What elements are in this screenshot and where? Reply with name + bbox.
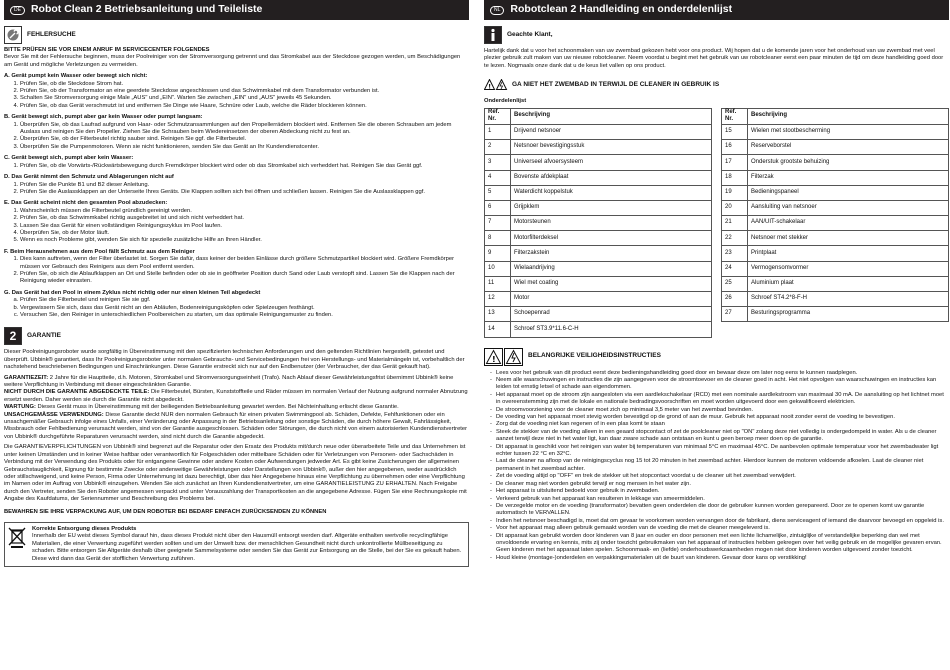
list-item: 3. Lassen Sie das Gerät für einen vollständigen Reinigungszyklus im Pool laufen.: [20, 223, 469, 230]
right-page-title: Robotclean 2 Handleiding en onderdelenlijst: [510, 3, 733, 16]
col-header-ref: Ref. Nr.: [485, 108, 511, 124]
table-row: [485, 140, 712, 155]
part-description: Printplaat: [748, 246, 949, 261]
list-item: 3. Schalten Sie Stromversorgung einige Male „AUS" und „EIN". Warten Sie zwischen „EIN" und „AUS" jeweils 45 Sekunden.: [20, 95, 469, 102]
table-row: [485, 216, 712, 231]
part-description: Grijpklem: [511, 200, 712, 215]
list-item: - Houd kleine (montage-)onderdelen en verpakkingsmaterialen uit de buurt van kinderen. Gevaar door kans op verstikking!: [490, 555, 949, 562]
list-item: 1. Prüfen Sie, ob die Vorwärts-/Rückwärtsbewegung durch Fremdkörper blockiert wird oder ob das Stromkabel sich verheddert hat. Reinigen Sie das Gerät ggf.: [20, 163, 469, 170]
list-item: - Verkeerd gebruik van het apparaat kan resulteren in lekkage van smeermiddelen.: [490, 496, 949, 503]
parts-tables: [484, 108, 949, 338]
part-ref: 3: [485, 155, 511, 170]
table-row: [485, 124, 712, 139]
list-item: - Dit apparaat kan gebruikt worden door kinderen van 8 jaar en ouder en door personen met een lichte lichamelijke, zintuiglijke of verstandelijke beperking dan wel met onvoldoende ervaring en kennis, mits zij onder toezicht gebruikmaken van het apparaat of instructies hebben gekregen over het veilig gebruik en de mogelijke gevaren ervan. Geen kinderen met het apparaat laten spelen. Schoonmaak- en (liefde) onderhoudswerkzaamheden mogen niet door kinderen worden uitgevoerd zonder toezicht.: [490, 533, 949, 555]
left-header-bar: [4, 0, 469, 20]
list-item: 2. Prüfen Sie, ob der Transformator an eine geerdete Steckdose angeschlossen und das Schwimmkabel mit dem Transformator verbunden ist.: [20, 88, 469, 95]
part-description: Universeel afvoersysteem: [511, 155, 712, 170]
right-header-bar: [484, 0, 949, 20]
list-item: - Het apparaat is uitsluitend bedoeld voor gebruik in zwembaden.: [490, 488, 949, 495]
table-row: [485, 231, 712, 246]
part-description: Filterzak: [748, 170, 949, 185]
table-row: [722, 292, 949, 307]
fault-f: [4, 249, 469, 286]
warranty-body: [4, 349, 469, 516]
part-ref: 24: [722, 261, 748, 276]
fault-d-title: D. Das Gerät nimmt den Schmutz und Ablagerungen nicht auf: [4, 174, 174, 181]
fault-e: [4, 200, 469, 244]
list-item: - Zorg dat de voeding niet kan regenen of in een plas komt te staan: [490, 421, 949, 428]
part-ref: 15: [722, 124, 748, 139]
greeting-row: [484, 26, 949, 44]
parts-list-label: Onderdelenlijst: [484, 98, 527, 105]
part-description: Bedieningspaneel: [748, 185, 949, 200]
part-description: Wielaandrijving: [511, 261, 712, 276]
list-item: 1. Prüfen Sie, ob die Steckdose Strom hat.: [20, 81, 469, 88]
list-item: b. Vergewissern Sie sich, dass das Gerät nicht an den Abläufen, Bodenreinigungsköpfen oder Spielzeugen festhängt.: [20, 305, 469, 312]
list-item: 2. Prüfen Sie die Auslassklappen an der Unterseite Ihres Geräts. Die Klappen sollten sich frei öffnen und schließen lassen. Reinigen Sie die Auslassklappen ggf.: [20, 189, 469, 196]
table-row: [722, 216, 949, 231]
troubleshooting-intro: Bevor Sie mit der Fehlersuche beginnen, muss der Poolreiniger von der Stromversorgung getrennt und das Stromkabel aus der Steckdose gezogen werden, um Beschädigungen am Gerät und mögliche Verletzungen zu vermeiden.: [4, 54, 461, 68]
fault-c: [4, 155, 469, 170]
part-ref: 19: [722, 185, 748, 200]
part-ref: 13: [485, 307, 511, 322]
table-row: [485, 261, 712, 276]
part-description: Wielen met stootbescherming: [748, 124, 949, 139]
parts-table-right: [721, 108, 949, 323]
part-ref: 20: [722, 200, 748, 215]
table-row: [485, 322, 712, 337]
fault-e-title: E. Das Gerät scheint nicht den gesamten Pool abzudecken:: [4, 200, 168, 207]
fault-g-title: G. Das Gerät hat den Pool in einem Zyklus nicht richtig oder nur einen kleinen Teil abgedeckt: [4, 289, 261, 296]
part-ref: 22: [722, 231, 748, 246]
part-description: AAN/UIT-schakelaar: [748, 216, 949, 231]
table-row: [722, 140, 949, 155]
part-description: Motor: [511, 292, 712, 307]
list-item: - De cleaner mag niet worden gebruikt terwijl er nog mensen in het water zijn.: [490, 481, 949, 488]
list-item: - Laat de cleaner na afloop van de reinigingscyclus nog 15 tot 20 minuten in het zwembad achter. Hierdoor kunnen de motoren voldoende afkoelen. Laat de cleaner niet permanent in het zwembad achter.: [490, 458, 949, 473]
list-item: - Lees voor het gebruik van dit product eerst deze bedieningshandleiding goed door en bewaar deze om later nog eens te kunnen raadplegen.: [490, 370, 949, 377]
list-item: - Dit apparaat is geschikt voor het reinigen van water bij temperaturen van minimaal 5°C en maximaal 45°C. De aanbevolen optimale temperatuur voor het zwembadwater ligt echter tussen 22 °C en 32°C.: [490, 444, 949, 459]
list-item: 5. Wenn es noch Probleme gibt, wenden Sie sich für spezielle zusätzliche Hilfe an Ihren Händler.: [20, 237, 469, 244]
list-item: - De stroomvoorziening voor de cleaner moet zich op minimaal 3,5 meter van het zwembad bevinden.: [490, 407, 949, 414]
list-item: 2. Überprüfen Sie, ob der Filterbeutel richtig sauber sind. Reinigen Sie ggf. die Filterbeutel.: [20, 136, 469, 143]
table-row: [722, 261, 949, 276]
safety-title: BELANGRIJKE VEILIGHEIDSINSTRUCTIES: [528, 352, 661, 360]
part-description: Aansluiting van netsnoer: [748, 200, 949, 215]
warranty-title: GARANTIE: [27, 332, 61, 340]
part-description: Waterdicht koppelstuk: [511, 185, 712, 200]
warranty-excluded-parts: NICHT DURCH DIE GARANTIE ABGEDECKTE TEILE: Die Filterbeutel, Bürsten, Kunststoffteile und Räder müssen im normalen Verlauf der Nutzung aufgrund normaler Abnutzung ersetzt werden. Daher werden sie durch die Garantie nicht abgedeckt.: [4, 389, 468, 403]
col-header-desc: Beschrijving: [748, 108, 949, 124]
table-row: [485, 200, 712, 215]
language-badge-de: DE: [10, 6, 25, 15]
part-ref: 10: [485, 261, 511, 276]
greeting: Geachte Klant,: [507, 30, 553, 38]
table-row: [485, 185, 712, 200]
part-ref: 4: [485, 170, 511, 185]
part-description: Motorfilterdeksel: [511, 231, 712, 246]
fault-f-title: F. Beim Herausnehmen aus dem Pool fällt Schmutz aus dem Reiniger: [4, 248, 195, 255]
list-item: - De voeding van het apparaat moet stevig worden bevestigd op de grond of aan de muur. Gebruik het apparaat nooit zonder eerst de voeding te bevestigen.: [490, 414, 949, 421]
safety-list: [484, 370, 949, 563]
info-icon: [484, 26, 502, 44]
warranty-intro: Dieser Poolreinigungsroboter wurde sorgfältig in Übereinstimmung mit den spezifizierten technischen Anforderungen und den geltenden Richtlinien hergestellt, getestet und überprüft. Ubbink® garantiert, dass Ihr Poolreinigungsroboter unter normalen Gebrauchs- und Servicebedingungen frei von Herstellungs- und Materialmängeln ist, vorbehaltlich der nachstehend beschriebenen Bedingungen und Einschränkungen. Diese Garantie erstreckt sich nur auf den Endbenutzer (der Verbraucher, der das Gerät gekauft hat).: [4, 349, 465, 371]
list-item: - Zet de voeding altijd op "OFF" en trek de stekker uit het stopcontact voordat u de cleaner uit het zwembad verwijdert.: [490, 473, 949, 480]
warning-icons: [484, 79, 508, 90]
language-badge-nl: NL: [490, 6, 504, 15]
col-header-ref: Ref. Nr.: [722, 108, 748, 124]
fault-g: [4, 290, 469, 320]
table-row: [722, 246, 949, 261]
list-item: c. Versuchen Sie, den Reiniger in unterschiedlichen Poolbereichen zu starten, um das optimale Reinigungsmuster zu finden.: [20, 312, 469, 319]
list-item: - Neem alle waarschuwingen en instructies die zijn aangegeven voor de stroomtoevoer en de cleaner goed in acht. Het niet opvolgen van waarschuwingen en instructies kan leiden tot ernstig letsel of schade aan eigendommen.: [490, 377, 949, 392]
part-description: Schroef ST3.9*11.6-C-H: [511, 322, 712, 337]
table-row: [722, 307, 949, 322]
troubleshooting-subheading: BITTE PRÜFEN SIE VOR EINEM ANRUF IM SERVICECENTER FOLGENDES: [4, 47, 210, 53]
part-description: Netsnoer met stekker: [748, 231, 949, 246]
table-header-row: [722, 108, 949, 124]
svg-text:!: !: [492, 354, 496, 364]
left-page-title: Robot Clean 2 Betriebsanleitung und Teileliste: [30, 3, 263, 16]
list-item: 1. Überprüfen Sie, ob das Laufrad aufgrund von Haar- oder Schmutzansammlungen auf den Propellerrädern blockiert wird. Entfernen Sie die oberen Schrauben am jedem Auslass und reinigen Sie den Propeller. Ziehen Sie die Schrauben beim Wiedereinsetzen der oberen Abdeckung nicht zu fest an.: [20, 122, 469, 137]
part-description: Vermogensomvormer: [748, 261, 949, 276]
table-row: [722, 231, 949, 246]
section-number-icon: 2: [4, 327, 22, 345]
table-row: [722, 185, 949, 200]
warranty-period: GARANTIEZEIT: 2 Jahre für die Hauptteile, d.h. Motoren, Stromkabel und Stromversorgungseinheit (Trafo). Nach Ablauf dieser Gewährleistungsfrist übernimmt Ubbink® keine weitere Verpflichtung in Verbindung mit dieser eingeschränkten Garantie.: [4, 374, 454, 389]
keep-packaging-note: BEWAHREN SIE IHRE VERPACKUNG AUF, UM DEN ROBOTER BEI BEDARF EINFACH ZURÜCKSENDEN ZU KÖNNEN: [4, 508, 327, 515]
warning-icons: [484, 348, 524, 366]
table-row: [485, 170, 712, 185]
part-ref: 8: [485, 231, 511, 246]
part-description: Drijvend netsnoer: [511, 124, 712, 139]
table-row: [485, 292, 712, 307]
part-ref: 27: [722, 307, 748, 322]
part-ref: 1: [485, 124, 511, 139]
table-row: [722, 155, 949, 170]
col-header-desc: Beschrijving: [511, 108, 712, 124]
table-row: [485, 246, 712, 261]
fault-c-title: C. Gerät bewegt sich, pumpt aber kein Wasser:: [4, 155, 134, 162]
part-ref: 17: [722, 155, 748, 170]
left-page: [4, 0, 469, 670]
list-item: 2. Prüfen Sie, ob sich die Ablaufklappen an Ort und Stelle befinden oder ob sie in geöffneter Position durch Sand oder Laub verstopft sind. Lassen Sie die Klappen nach der Reinigung wieder einrasten.: [20, 271, 469, 286]
list-item: - Indien het netsnoer beschadigd is, moet dat om gevaar te voorkomen worden vervangen door de fabrikant, diens serviceagent of iemand die daarvoor bevoegd en opgeleid is.: [490, 518, 949, 525]
part-description: Aluminium plaat: [748, 276, 949, 291]
list-item: 1. Dies kann auftreten, wenn der Filter überlastet ist. Sorgen Sie dafür, dass keiner der beiden Einlässe durch größere Schmutzpartikel blockiert wird. Größere Fremdkörper müssen vor Gebrauch des Reinigers aus dem Pool entfernt werden.: [20, 256, 469, 271]
part-description: Motorsteunen: [511, 216, 712, 231]
table-row: [722, 200, 949, 215]
list-item: 2. Prüfen Sie, ob das Schwimmkabel richtig ausgebreitet ist und sich nicht verheddert hat.: [20, 215, 469, 222]
part-ref: 9: [485, 246, 511, 261]
fault-b-title: B. Gerät bewegt sich, pumpt aber gar kein Wasser oder pumpt langsam:: [4, 114, 203, 121]
part-description: Schoepenrad: [511, 307, 712, 322]
part-ref: 25: [722, 276, 748, 291]
table-row: [485, 307, 712, 322]
wrench-icon: [4, 26, 22, 44]
part-ref: 26: [722, 292, 748, 307]
part-ref: 6: [485, 200, 511, 215]
list-item: - Het apparaat moet op de stroom zijn aangesloten via een aardlekschakelaar (RCD) met een nominale aardlekstroom van maximaal 30 mA. De aansluiting op het lichtnet moet in overeenstemming zijn met de lokale en nationale bedradingsvoorschriften en moet worden uitgevoerd door een gekwalificeerd elektricien.: [490, 392, 949, 407]
crossed-bin-icon: [8, 526, 26, 563]
table-row: [722, 170, 949, 185]
pool-warning-row: [484, 79, 949, 90]
disposal-box: [4, 522, 469, 567]
list-item: 1. Prüfen Sie die Punkte B1 und B2 dieser Anleitung.: [20, 182, 469, 189]
part-description: Besturingsprogramma: [748, 307, 949, 322]
list-item: - Voor het apparaat mag alleen gebruik gemaakt worden van de voeding die met de cleaner meegeleverd is.: [490, 525, 949, 532]
warranty-obligations: Die GARANTIEVERPFLICHTUNGEN von Ubbink® sind begrenzt auf die Reparatur oder den Ersatz des Produkts mit/durch neue oder überarbeitete Teile und das Unternehmen ist unter keinen Umständen und in keiner Weise haftbar oder verantwortlich für Folgeschäden oder mittelbare Schäden oder für Verletzungen von Personen- oder Sachschäden in Verbindung mit der Verwendung des Produkts oder für entgangene Gewinne oder andere Kosten oder Aufwendungen jedweder Art. Es gibt keine Zusicherungen der allgemeinen Gebrauchstauglichkeit, Eignung für bestimmte Zwecke oder anderweitige Gewährleistungen oder Darstellungen von Ubbink®, außer den hier angegebenen, weder ausdrücklich oder stillschweigend, und keine Person, Firma oder Unternehmung ist dazu berechtigt, über das hier Angegebene hinaus eine Verpflichtung zu übernehmen oder eine Verpflichtung im Namen oder im Auftrag von Ubbink® einzugehen. Wenden Sie sich zunächst an Ihren Kundendienstvertreter, um eine GARANTIELEISTUNG ZU ERHALTEN. Nach Freigabe durch den Vertreter, senden Sie den Roboter angemessen verpackt und unter Vorauszahlung der Transportkosten an die angegebene Adresse. Fügen Sie eine Rechnungskopie mit Angabe des Kaufdatums, der Seriennummer und Beschreibung des Problems bei.: [4, 444, 467, 503]
list-item: - Steek de stekker van de voeding alleen in een geaard stopcontact of zet de poolcleaner niet op "ON" zolang deze niet volledig is ondergedompeld in water. Als u de cleaner aanzet terwijl deze niet in het water ligt, kan daar zware schade aan ontstaan en kunt u geen beroep meer doen op de garantie.: [490, 429, 949, 444]
fault-d: [4, 174, 469, 196]
part-description: Netsnoer bevestigingsstuk: [511, 140, 712, 155]
warranty-maintenance: WARTUNG: Dieses Gerät muss in Übereinstimmung mit der beiliegenden Betriebsanleitung gewartet werden. Bei Nichteinhaltung erlischt diese Garantie.: [4, 404, 399, 411]
part-ref: 23: [722, 246, 748, 261]
table-row: [485, 155, 712, 170]
part-ref: 21: [722, 216, 748, 231]
list-item: 3. Überprüfen Sie die Pumpenmotoren. Wenn sie nicht funktionieren, senden Sie das Gerät an Ihr Kundendienstcenter.: [20, 144, 469, 151]
intro-text: Hartelijk dank dat u voor het schoonmaken van uw zwembad gekozen hebt voor ons product. Wij hopen dat u de komende jaren voor het onderhoud van uw zwembad met veel plezier gebruik zult maken van uw nieuwe robotcleaner. Neem voordat u begint met het gebruik van uw robotcleaner eerst een paar minuten de tijd om deze handleiding goed door te lezen. Nogmaals onze dank dat u de keus liet vallen op ons product.: [484, 48, 944, 69]
table-row: [722, 276, 949, 291]
list-item: 4. Prüfen Sie, ob das Gerät verschmutzt ist und entfernen Sie Dinge wie Haare, Schnüre oder Laub, welche die Räder blockieren können.: [20, 103, 469, 110]
part-ref: 18: [722, 170, 748, 185]
right-page: [484, 0, 949, 670]
part-ref: 16: [722, 140, 748, 155]
table-row: [485, 276, 712, 291]
warranty-heading-row: [4, 327, 469, 345]
part-description: Onderstuk grootste behuizing: [748, 155, 949, 170]
part-description: Filterzakstein: [511, 246, 712, 261]
disposal-title: Korrekte Entsorgung dieses Produkts: [32, 525, 137, 532]
part-description: Reserveborstel: [748, 140, 949, 155]
troubleshooting-title: FEHLERSUCHE: [27, 30, 76, 38]
svg-text:!: !: [488, 83, 492, 91]
troubleshooting-heading-row: [4, 26, 469, 44]
warranty-misuse: UNSACHGEMÄSSE VERWENDUNG: Diese Garantie deckt NUR den normalen Gebrauch für einen privaten Swimmingpool ab. Schäden, Defekte, Fehlfunktionen oder ein unsachgemäßer Gebrauch infolge eines Unfalls, einer Veränderung oder Anpassung in der Betriebsanleitung oder sonstige Schäden, die durch höhere Gewalt, Fahrlässigkeit, Missbrauch oder Fehlbedienung verursacht werden, sind von der Garantie ausgeschlossen. Schäden oder Störungen, die durch nicht von einem autorisierten Kundendienstvertreter von Ubbink® durchgeführte Reparaturen verursacht werden, sind nicht durch die Garantie abgedeckt.: [4, 411, 468, 440]
part-ref: 14: [485, 322, 511, 337]
fault-a: [4, 73, 469, 110]
list-item: a. Prüfen Sie die Filterbeutel und reinigen Sie sie ggf.: [20, 297, 469, 304]
safety-heading-row: [484, 348, 949, 366]
part-ref: 5: [485, 185, 511, 200]
disposal-text: Innerhalb der EU weist dieses Symbol darauf hin, dass dieses Produkt nicht über den Hausmüll entsorgt werden darf. Altgeräte enthalten wertvolle recyclingfähige Materialien, die einer Verwertung zugeführt werden sollten und um der Umwelt bzw. der menschlichen Gesundheit nicht durch unkontrollierte Müllbeseitigung zu schaden. Bitte entsorgen Sie Altgeräte deshalb über geeignete Sammelsysteme oder senden Sie das Gerät zur Entsorgung an die Stelle, bei der Sie es gekauft haben. Diese wird dann das Gerät der stofflichen Verwertung zuführen.: [32, 533, 462, 562]
part-ref: 12: [485, 292, 511, 307]
parts-table-left: [484, 108, 712, 338]
fault-a-title: A. Gerät pumpt kein Wasser oder bewegt sich nicht:: [4, 73, 148, 80]
part-ref: 7: [485, 216, 511, 231]
list-item: - De verzegelde motor en de voeding (transformator) bevatten geen onderdelen die door de gebruiker kunnen worden gerepareerd. Door ze te openen komt uw garantie automatisch te VERVALLEN.: [490, 503, 949, 518]
part-ref: 11: [485, 276, 511, 291]
part-description: Bovenste afdekplaat: [511, 170, 712, 185]
part-description: Wiel met coating: [511, 276, 712, 291]
list-item: 4. Überprüfen Sie, ob der Motor läuft.: [20, 230, 469, 237]
part-description: Schroef ST4.2*8-F-H: [748, 292, 949, 307]
pool-warning: GA NIET HET ZWEMBAD IN TERWIJL DE CLEANER IN GEBRUIK IS: [512, 80, 720, 88]
part-ref: 2: [485, 140, 511, 155]
fault-b: [4, 114, 469, 151]
list-item: 1. Wahrscheinlich müssen die Filterbeutel gründlich gereinigt werden.: [20, 208, 469, 215]
table-row: [722, 124, 949, 139]
table-header-row: [485, 108, 712, 124]
